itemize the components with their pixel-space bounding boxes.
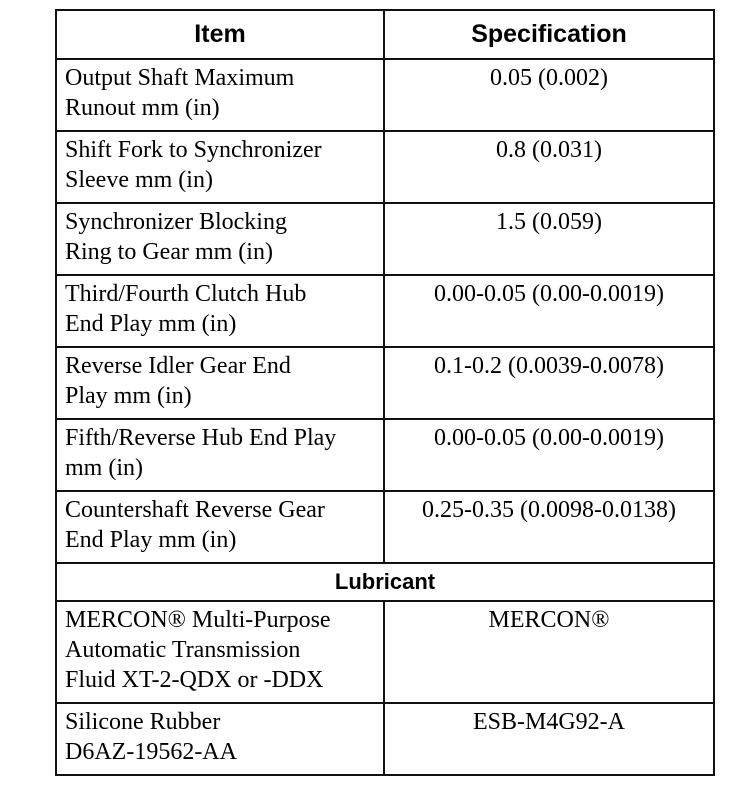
lubricant-item-cell [56, 703, 384, 775]
spec-item-text: Third/Fourth Clutch Hub [65, 281, 307, 307]
spec-item-text: End Play mm (in) [65, 311, 237, 337]
lubricant-item-text: Automatic Transmission [65, 637, 301, 663]
spec-item-text: Reverse Idler Gear End [65, 353, 291, 379]
spec-item-cell [56, 491, 384, 563]
spec-item-cell [56, 59, 384, 131]
spec-item-cell [56, 347, 384, 419]
table-row [56, 203, 714, 275]
spec-item-text: Shift Fork to Synchronizer [65, 137, 322, 163]
spec-item-text: Play mm (in) [65, 383, 192, 409]
lubricant-item-text: D6AZ-19562-AA [65, 739, 237, 765]
spec-value-cell: 0.05 (0.002) [384, 59, 714, 131]
spec-item-cell [56, 275, 384, 347]
lubricant-item-text: Fluid XT-2-QDX or -DDX [65, 667, 324, 693]
table-row [56, 491, 714, 563]
table-row [56, 703, 714, 775]
spec-value-cell: 0.00-0.05 (0.00-0.0019) [384, 419, 714, 491]
lubricant-header-row [56, 563, 714, 601]
table-row [56, 347, 714, 419]
table-row [56, 131, 714, 203]
spec-value-cell: 0.1-0.2 (0.0039-0.0078) [384, 347, 714, 419]
spec-item-text: Output Shaft Maximum [65, 65, 295, 91]
specification-table [55, 9, 715, 776]
spec-value-cell: 0.00-0.05 (0.00-0.0019) [384, 275, 714, 347]
spec-value-cell: 0.25-0.35 (0.0098-0.0138) [384, 491, 714, 563]
spec-item-text: Synchronizer Blocking [65, 209, 287, 235]
lubricant-value-cell: ESB-M4G92-A [384, 703, 714, 775]
table-row [56, 275, 714, 347]
lubricant-header: Lubricant [56, 563, 714, 601]
column-header-item: Item [56, 10, 384, 59]
table-header-row [56, 10, 714, 59]
spec-value-cell: 1.5 (0.059) [384, 203, 714, 275]
lubricant-item-cell [56, 601, 384, 703]
spec-item-cell [56, 131, 384, 203]
spec-item-text: Runout mm (in) [65, 95, 220, 121]
spec-item-cell [56, 419, 384, 491]
spec-item-text: Countershaft Reverse Gear [65, 497, 325, 523]
spec-item-cell [56, 203, 384, 275]
spec-item-text: Fifth/Reverse Hub End Play [65, 425, 337, 451]
table-row [56, 419, 714, 491]
spec-item-text: Sleeve mm (in) [65, 167, 213, 193]
spec-item-text: End Play mm (in) [65, 527, 237, 553]
lubricant-item-text: Silicone Rubber [65, 709, 221, 735]
lubricant-item-text: MERCON® Multi-Purpose [65, 607, 331, 633]
lubricant-value-cell: MERCON® [384, 601, 714, 703]
spec-item-text: mm (in) [65, 455, 143, 481]
table-row [56, 59, 714, 131]
spec-item-text: Ring to Gear mm (in) [65, 239, 273, 265]
column-header-specification: Specification [384, 10, 714, 59]
table-row [56, 601, 714, 703]
spec-value-cell: 0.8 (0.031) [384, 131, 714, 203]
